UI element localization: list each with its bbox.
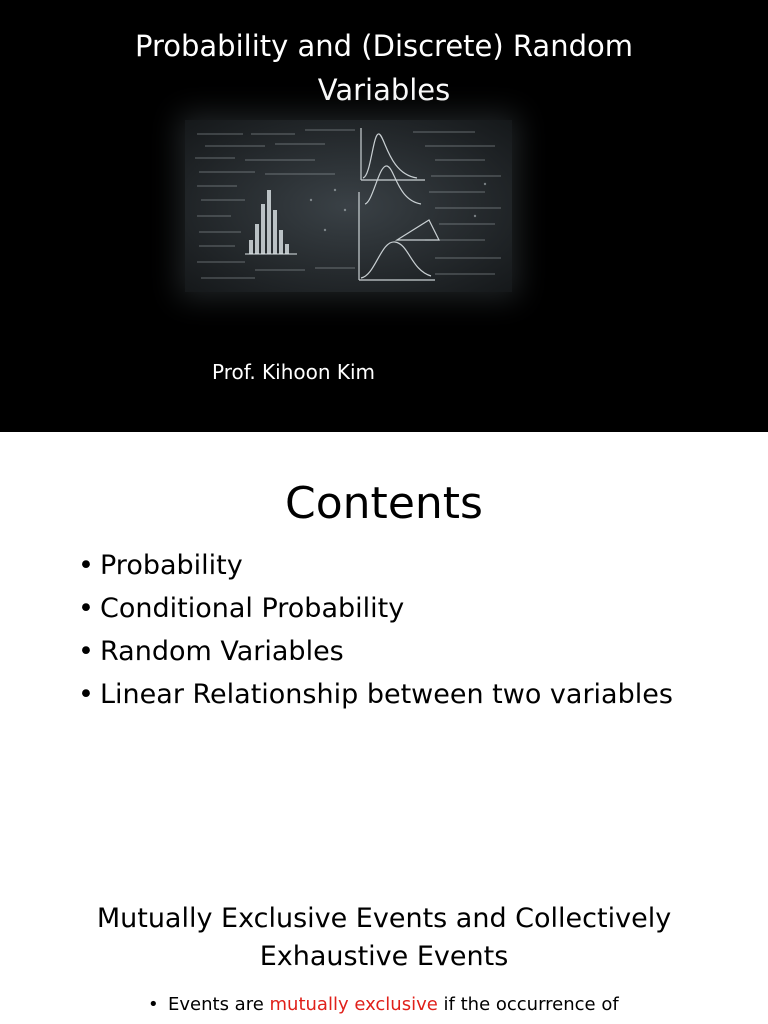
slide3-title xyxy=(0,900,768,976)
slide3-title-line-1: Mutually Exclusive Events and Collectively xyxy=(96,903,672,934)
bullet-icon: • xyxy=(78,679,94,710)
list-item-label: Linear Relationship between two variables xyxy=(100,679,673,710)
bullet-icon: • xyxy=(78,636,94,667)
bullet-text-post: if the occurrence of xyxy=(437,994,619,1015)
chalkboard-graphic xyxy=(185,120,512,292)
list-item-label: Conditional Probability xyxy=(100,593,405,624)
list-item-label: Probability xyxy=(100,550,243,581)
bullet-icon: • xyxy=(148,994,159,1015)
list-item xyxy=(78,673,673,716)
list-item-label: Random Variables xyxy=(100,636,344,667)
title-slide xyxy=(0,0,768,432)
mutually-exclusive-slide xyxy=(0,880,768,1024)
bullet-icon: • xyxy=(78,593,94,624)
list-item xyxy=(78,544,673,587)
highlighted-term: mutually exclusive xyxy=(269,994,438,1015)
list-item xyxy=(78,587,673,630)
slide3-title-line-2: Exhaustive Events xyxy=(259,941,509,972)
bullet-icon: • xyxy=(78,550,94,581)
author-name: Prof. Kihoon Kim xyxy=(212,360,376,384)
list-item xyxy=(78,630,673,673)
contents-slide xyxy=(0,432,768,832)
contents-title: Contents xyxy=(285,478,483,529)
contents-list xyxy=(78,544,673,716)
definition-bullet xyxy=(148,992,628,1018)
title-line-2: Variables xyxy=(317,73,451,107)
bullet-text-pre: Events are xyxy=(168,994,270,1015)
title-line-1: Probability and (Discrete) Random xyxy=(135,29,633,63)
chalkboard-image xyxy=(185,120,512,292)
title-slide-heading xyxy=(0,24,768,112)
